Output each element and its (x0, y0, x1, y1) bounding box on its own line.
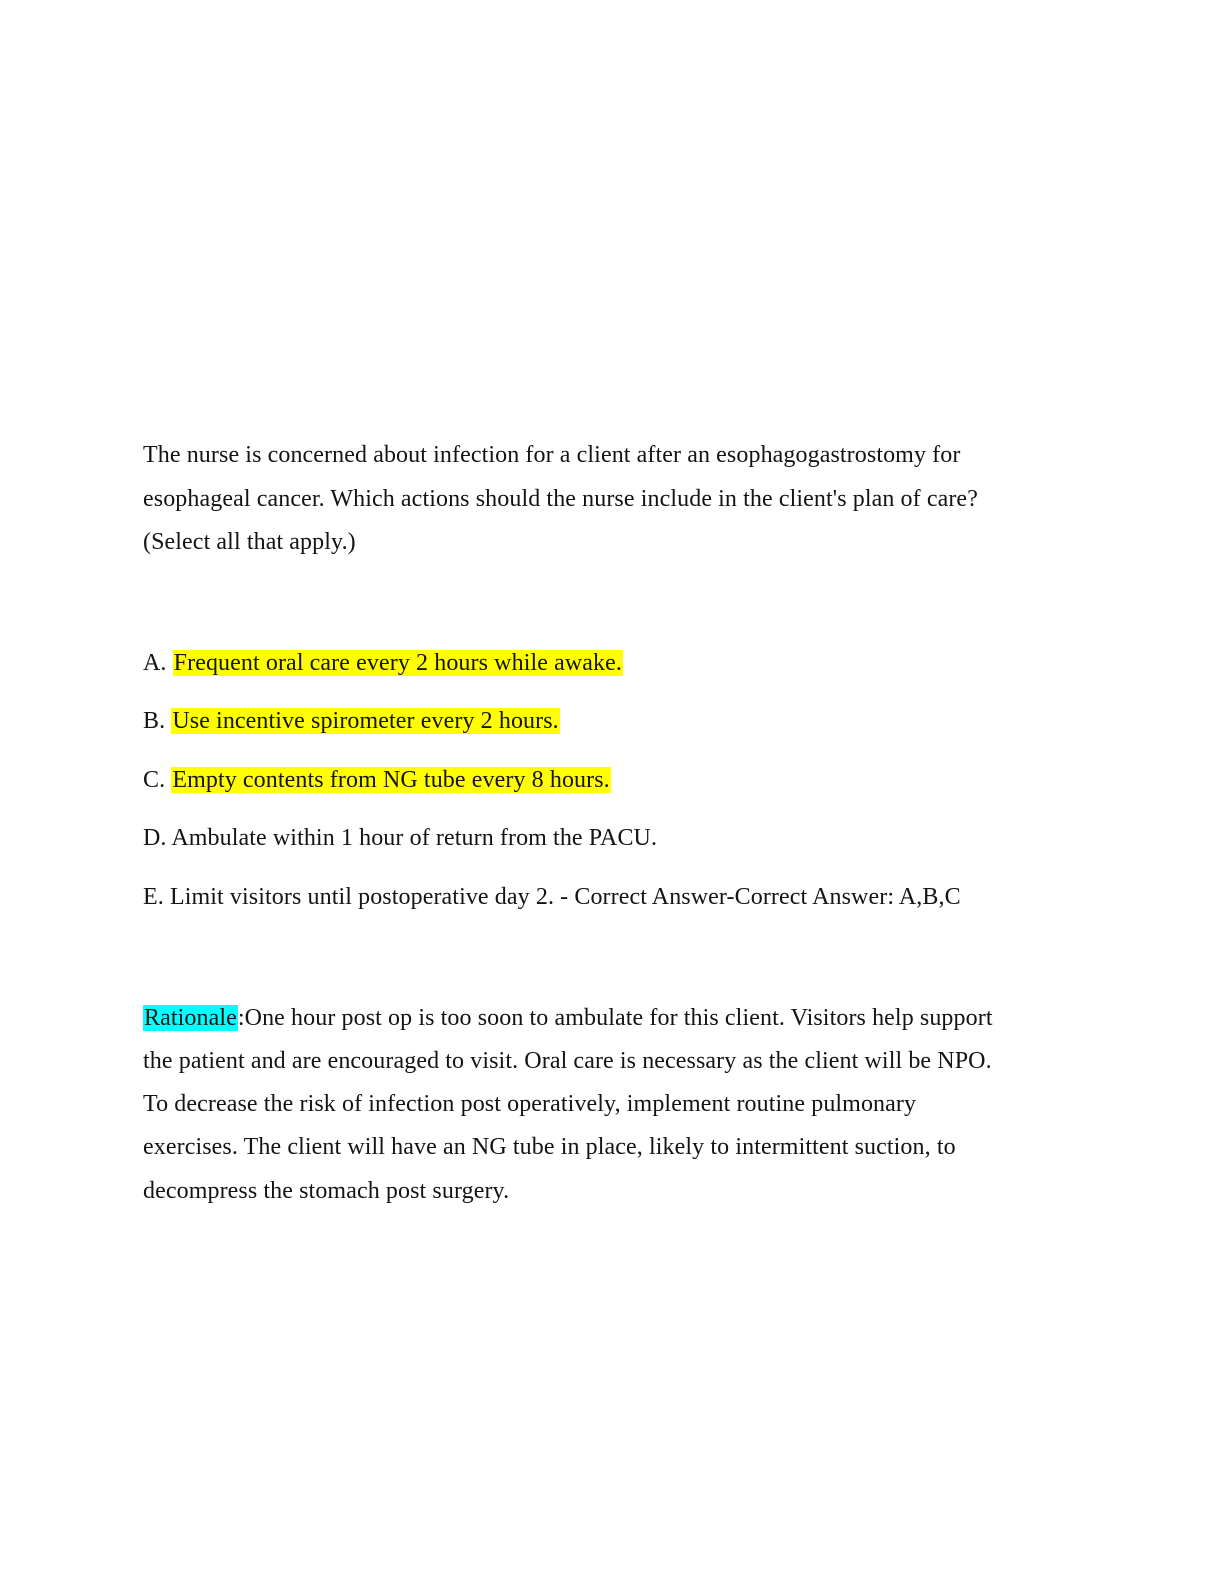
rationale-line-4: exercises. The client will have an NG tube in place, likely to intermittent suction, to (143, 1134, 956, 1160)
option-e-letter: E. (143, 884, 164, 910)
option-a-letter: A. (143, 650, 167, 676)
option-a (143, 648, 623, 678)
rationale-line-3: To decrease the risk of infection post operatively, implement routine pulmonary (143, 1091, 917, 1117)
option-b-text: Use incentive spirometer every 2 hours. (172, 708, 559, 734)
option-b (143, 706, 560, 736)
rationale-line-1 (143, 1003, 993, 1033)
rationale-line-2: the patient and are encouraged to visit. Oral care is necessary as the client will be NPO. (143, 1048, 992, 1074)
option-d-letter: D. (143, 825, 167, 851)
rationale-line-5: decompress the stomach post surgery. (143, 1178, 510, 1204)
option-e (143, 882, 961, 912)
question-line-3: (Select all that apply.) (143, 529, 356, 555)
option-c (143, 765, 611, 795)
option-a-text: Frequent oral care every 2 hours while awake. (173, 650, 622, 676)
question-line-2: esophageal cancer. Which actions should the nurse include in the client's plan of care? (143, 486, 978, 512)
option-c-letter: C. (143, 767, 166, 793)
question-line-1: The nurse is concerned about infection for a client after an esophagogastrostomy for (143, 442, 961, 468)
option-e-text: Limit visitors until postoperative day 2. - Correct Answer-Correct Answer: A,B,C (169, 884, 961, 910)
option-d-text: Ambulate within 1 hour of return from the PACU. (171, 825, 658, 851)
rationale-first-line: :One hour post op is too soon to ambulate for this client. Visitors help support (237, 1005, 993, 1031)
rationale-label: Rationale (144, 1005, 237, 1031)
option-c-text: Empty contents from NG tube every 8 hours. (172, 767, 610, 793)
option-d (143, 823, 657, 853)
option-b-letter: B. (143, 708, 166, 734)
